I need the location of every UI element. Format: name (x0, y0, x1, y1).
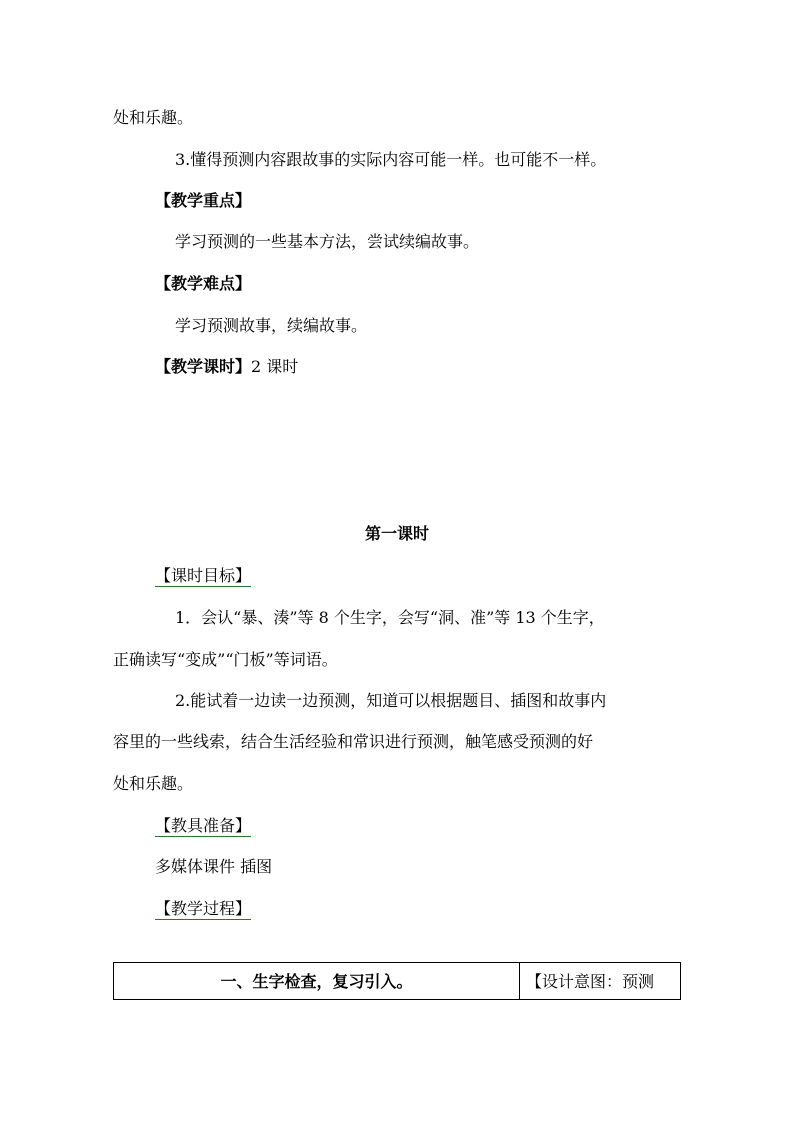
lesson-objectives-heading: 【课时目标】 (155, 566, 252, 585)
process-step-1: 一、生字检查，复习引入。 (114, 963, 520, 1000)
design-intent: 【设计意图：预测 (520, 963, 681, 1000)
key-points-heading: 【教学重点】 (155, 191, 252, 210)
difficult-points-heading: 【教学难点】 (155, 274, 252, 293)
difficult-points-text: 学习预测故事，续编故事。 (175, 316, 368, 335)
lesson-objective-2-line-1: 2.能试着一边读一边预测，知道可以根据题目、插图和故事内 (175, 691, 607, 710)
lesson-objective-1-line-1: 1．会认“暴、湊”等 8 个生字，会写“洞、准”等 13 个生字， (175, 608, 605, 627)
class-hours (155, 357, 298, 377)
lesson-objective-2-line-2: 容里的一些线索，结合生活经验和常识进行预测，触笔感受预测的好 (113, 732, 594, 751)
class-hours-heading: 【教学课时】 (155, 357, 252, 376)
objective-3: 3.懂得预测内容跟故事的实际内容可能一样。也可能不一样。 (175, 150, 607, 169)
key-points-text: 学习预测的一些基本方法，尝试续编故事。 (175, 232, 480, 251)
process-heading: 【教学过程】 (155, 899, 252, 918)
class-hours-text: 2 课时 (251, 357, 299, 376)
materials-text: 多媒体课件 插图 (155, 857, 273, 876)
table-row (114, 963, 681, 1000)
paragraph-continuation: 处和乐趣。 (113, 108, 194, 127)
process-table (113, 962, 681, 1000)
lesson-objective-2-line-3: 处和乐趣。 (113, 774, 194, 793)
lesson-title: 第一课时 (364, 524, 429, 543)
lesson-objective-1-line-2: 正确读写“变成”“门板”等词语。 (113, 650, 338, 669)
materials-heading: 【教具准备】 (155, 816, 252, 835)
